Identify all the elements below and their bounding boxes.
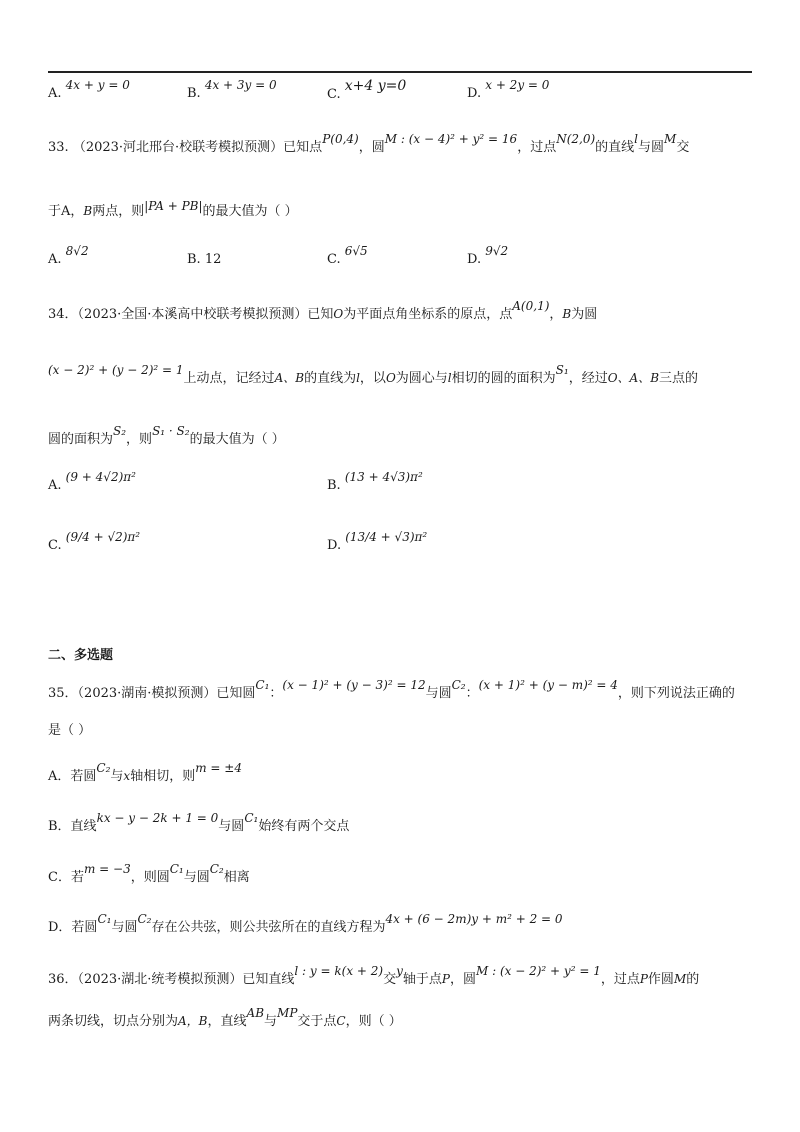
option-expr: m = −3 [83,862,131,876]
option-expr: x+4 y=0 [344,78,407,94]
q33-text: 与圆 [638,140,665,155]
prev-option-b [187,78,277,101]
q34-text: 34．（2023·全国·本溪高中校联考模拟预测）已知 [48,307,334,322]
q35-eq2: (x + 1)² + (y − m)² = 4 [478,678,618,692]
q35-eq1: (x − 1)² + (y − 3)² = 12 [282,678,426,692]
q34-option-d [327,530,428,553]
q34-text: 的最大值为（ ） [189,432,285,447]
q35-option-d [48,912,563,937]
q35-option-a [48,761,242,786]
q36-text: 交于点 [297,1014,337,1029]
option-expr: 12 [204,252,222,267]
q36-line2 [48,1006,402,1031]
option-label: B. [187,252,201,267]
q36-circle-label: M [673,972,687,986]
q35-text: D．若圆 [48,920,98,935]
q36-line1 [48,964,700,989]
q35-text: ： [465,686,479,701]
q34-product: S₁ · S₂ [152,424,190,438]
q36-text: 作圆 [647,972,674,987]
q35-c1: C₁ [255,678,270,692]
option-label: A. [48,252,62,267]
q35-option-b [48,811,350,836]
q34-option-a [48,470,136,493]
q36-line-eq: l : y = k(x + 2) [294,964,384,978]
q35-text: ，则圆 [130,870,170,885]
q35-c1: C₁ [244,811,259,825]
q36-text: 的 [686,972,700,987]
q34-point-a: A(0,1) [512,299,550,313]
option-label: A. [48,86,62,101]
section-title: 二、多选题 [48,648,114,663]
q34-points-ab: A、B [274,371,305,385]
q35-text: ，则下列说法正确的 [617,686,735,701]
option-expr: x + 2y = 0 [485,78,550,92]
q34-origin: O [385,371,396,385]
q33-line2 [48,199,298,221]
q36-text: ，则（ ） [345,1014,402,1029]
q36-text: ，过点 [600,972,640,987]
q36-point-p: P [639,972,648,986]
option-expr: m = ±4 [195,761,242,775]
q34-line-l: l [447,371,452,385]
q35-text: A．若圆 [48,769,97,784]
q33-point-n: N(2,0) [556,132,596,146]
q35-text: 与圆 [111,920,138,935]
option-label: D. [327,538,342,553]
q35-text: 始终有两个交点 [258,819,350,834]
option-expr: 6√5 [344,244,368,258]
q34-text: 为圆 [571,307,598,322]
q34-line2 [48,363,699,388]
q35-text: 轴相切，则 [130,769,196,784]
q33-circle-label: M [664,132,677,146]
option-label: C. [48,538,62,553]
q34-option-b [327,470,423,493]
q34-s1: S₁ [555,363,569,377]
q35-text: 相离 [223,870,250,885]
q34-text: 上动点，记经过 [183,371,275,386]
option-expr: 9√2 [485,244,509,258]
q33-source: （2023·河北邢台·校联考模拟预测）已知点 [72,140,323,155]
q33-vector-expr: |PA + PB| [144,199,203,213]
q33-text: 的直线 [595,140,635,155]
option-label: D. [467,252,482,267]
q33-circle-m: M : (x − 4)² + y² = 16 [384,132,518,146]
q33-point-b: B [83,204,93,218]
q34-option-c [48,530,141,553]
q33-option-c [327,244,368,267]
prev-option-d [467,78,550,101]
option-expr: 8√2 [65,244,89,258]
option-label: C. [327,252,341,267]
option-expr: (13/4 + √3)π² [345,530,428,544]
q35-c2: C₂ [451,678,466,692]
option-label: A. [48,478,62,493]
q34-line3 [48,424,285,449]
q36-text: 与 [264,1014,278,1029]
q34-text: ，则 [126,432,153,447]
option-label: B. [187,86,201,101]
q36-text: 轴于点 [402,972,442,987]
q33-text: 交 [676,140,690,155]
option-expr: 4x + (6 − 2m)y + m² + 2 = 0 [385,912,563,926]
q33-point-p: P(0,4) [322,132,359,146]
q35-text: ： [269,686,283,701]
option-expr: kx − y − 2k + 1 = 0 [96,811,219,825]
option-expr: 4x + 3y = 0 [204,78,277,92]
q34-text: 为圆心与 [395,371,448,386]
q33-option-d [467,244,509,267]
q34-text: 的直线为 [304,371,357,386]
option-label: B. [327,478,341,493]
q36-text: ，直线 [207,1014,247,1029]
q35-text: 35．（2023·湖南·模拟预测）已知圆 [48,686,256,701]
q33-text: 于A， [48,204,84,219]
q34-text: ， [549,307,563,322]
q34-text: 三点的 [659,371,699,386]
option-label: D. [467,86,482,101]
q34-line1 [48,299,598,324]
q34-text: ，经过 [568,371,608,386]
q35-text: 与 [110,769,124,784]
q36-text: 36．（2023·湖北·统考模拟预测）已知直线 [48,972,295,987]
q33-text: 的最大值为（ ） [202,204,298,219]
q34-point-b: B [562,307,572,321]
q35-text: 与圆 [425,686,452,701]
q33-number: 33. [48,140,69,155]
q35-c1: C₁ [97,912,112,926]
q33-line-l: l [634,132,639,146]
option-expr: (13 + 4√3)π² [344,470,423,484]
q35-c2: C₂ [96,761,111,775]
q36-text: 两条切线，切点分别为 [48,1014,179,1029]
q35-text: 与圆 [218,819,245,834]
q36-point-p: P [441,972,450,986]
q33-text: 两点，则 [92,204,145,219]
q35-text: 存在公共弦，则公共弦所在的直线方程为 [151,920,386,935]
q34-s2: S₂ [113,424,127,438]
q34-text: ，以 [359,371,386,386]
q36-line-ab: AB [246,1006,265,1020]
q33-text: ，过点 [517,140,557,155]
q36-text: 交 [383,972,397,987]
prev-option-c [327,78,407,102]
q36-y: y [396,964,403,978]
q36-circle-eq: M : (x − 2)² + y² = 1 [476,964,601,978]
q35-c2: C₂ [137,912,152,926]
q35-text: C．若 [48,870,84,885]
option-expr: (9 + 4√2)π² [65,470,136,484]
q33-line1 [48,132,690,157]
q35-line2: 是（ ） [48,723,92,738]
q34-line-l: l [356,371,360,385]
top-rule [48,71,752,73]
q35-c1: C₁ [169,862,184,876]
q36-line-mp: MP [277,1006,298,1020]
q34-points-oab: O、A、B [607,371,660,385]
q35-line1 [48,678,735,703]
q34-circle-eq: (x − 2)² + (y − 2)² = 1 [48,363,184,377]
q34-text: 为平面点角坐标系的原点，点 [343,307,513,322]
q36-points-ab: A，B [178,1014,208,1028]
option-expr: 4x + y = 0 [65,78,130,92]
option-label: C. [327,87,341,102]
q35-x: x [123,769,131,783]
q33-option-a [48,244,89,267]
q33-option-b [187,252,221,267]
q35-text: 与圆 [183,870,210,885]
q35-c2: C₂ [209,862,224,876]
q36-text: ，圆 [450,972,477,987]
option-expr: (9/4 + √2)π² [65,530,141,544]
q35-text: B．直线 [48,819,97,834]
q34-text: 圆的面积为 [48,432,114,447]
q35-option-c [48,862,250,887]
q36-point-c: C [336,1014,346,1028]
q34-origin: O [333,307,344,321]
prev-option-a [48,78,130,101]
q33-text: ，圆 [358,140,385,155]
q34-text: 相切的圆的面积为 [451,371,556,386]
